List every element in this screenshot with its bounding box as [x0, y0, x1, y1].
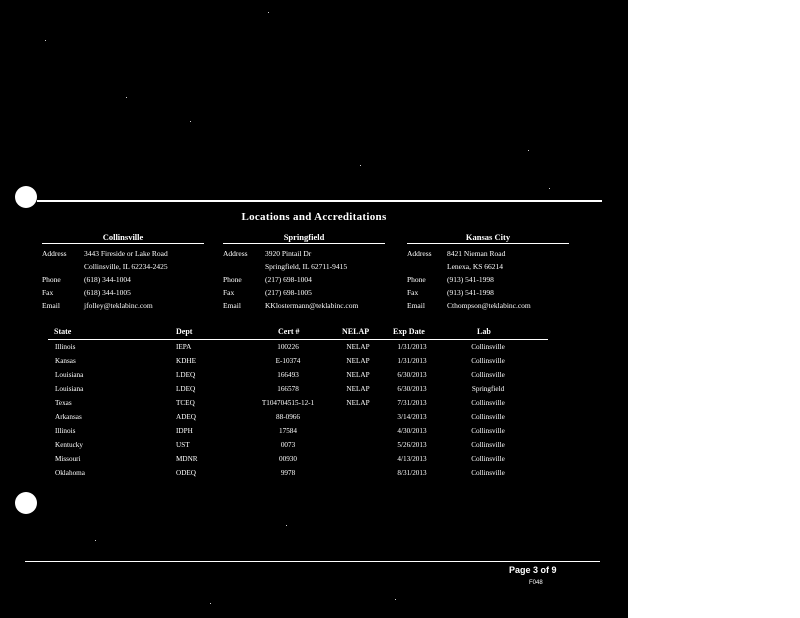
- field-label: Phone: [42, 275, 61, 284]
- scan-speck: [395, 599, 396, 600]
- location-name: Collinsville: [42, 232, 204, 244]
- cell-lab: Collinsville: [471, 399, 505, 407]
- cell-nelap: NELAP: [346, 357, 370, 365]
- table-header-rule: [48, 339, 548, 340]
- table-row: [0, 357, 628, 370]
- cell-dept: UST: [176, 441, 190, 449]
- binder-hole-bottom: [15, 492, 37, 514]
- cell-lab: Springfield: [471, 385, 505, 393]
- field-value: (217) 698-1004: [265, 275, 312, 284]
- scan-speck: [268, 12, 269, 13]
- table-row: [0, 469, 628, 482]
- cell-cert: 00930: [279, 455, 297, 463]
- cell-nelap: NELAP: [346, 371, 370, 379]
- cell-state: Kansas: [55, 357, 76, 365]
- header-state: State: [54, 327, 72, 336]
- cell-state: Arkansas: [55, 413, 82, 421]
- cell-state: Texas: [55, 399, 72, 407]
- field-value: (217) 698-1005: [265, 288, 312, 297]
- cell-cert: 88-0966: [276, 413, 300, 421]
- cell-cert: T104704515-12-1: [261, 399, 315, 407]
- cell-lab: Collinsville: [471, 469, 505, 477]
- field-label: Phone: [223, 275, 242, 284]
- cell-cert: 17584: [279, 427, 297, 435]
- cell-exp-date: 1/31/2013: [397, 357, 427, 365]
- cell-state: Kentucky: [55, 441, 83, 449]
- cell-state: Oklahoma: [55, 469, 85, 477]
- location-name: Kansas City: [407, 232, 569, 244]
- cell-exp-date: 7/31/2013: [397, 399, 427, 407]
- table-row: [0, 441, 628, 454]
- field-label: Email: [223, 301, 241, 310]
- cell-cert: 166493: [277, 371, 299, 379]
- table-row: [0, 399, 628, 412]
- cell-cert: E-10374: [275, 357, 301, 365]
- scan-speck: [190, 121, 191, 122]
- table-row: [0, 455, 628, 468]
- field-value: Springfield, IL 62711-9415: [265, 262, 348, 271]
- field-label: Fax: [42, 288, 54, 297]
- cell-nelap: NELAP: [346, 385, 370, 393]
- cell-dept: LDEQ: [176, 385, 196, 393]
- cell-dept: IDPH: [176, 427, 193, 435]
- document-stamp: F048: [529, 580, 543, 586]
- table-row: [0, 385, 628, 398]
- cell-dept: IEPA: [176, 343, 192, 351]
- field-label: Email: [407, 301, 425, 310]
- cell-cert: 166578: [277, 385, 299, 393]
- cell-cert: 100226: [277, 343, 299, 351]
- cell-dept: MDNR: [176, 455, 198, 463]
- cell-state: Missouri: [55, 455, 81, 463]
- scan-speck: [286, 525, 287, 526]
- cell-lab: Collinsville: [471, 427, 505, 435]
- cell-lab: Collinsville: [471, 441, 505, 449]
- field-value: KKlostermann@teklabinc.com: [265, 301, 359, 310]
- cell-exp-date: 8/31/2013: [397, 469, 427, 477]
- binder-hole-top: [15, 186, 37, 208]
- cell-dept: ADEQ: [176, 413, 196, 421]
- cell-state: Illinois: [55, 427, 76, 435]
- table-row: [0, 343, 628, 356]
- cell-cert: 9978: [280, 469, 296, 477]
- cell-lab: Collinsville: [471, 357, 505, 365]
- cell-lab: Collinsville: [471, 455, 505, 463]
- scan-speck: [549, 188, 550, 189]
- location-name: Springfield: [223, 232, 385, 244]
- scan-speck: [45, 40, 46, 41]
- cell-exp-date: 1/31/2013: [397, 343, 427, 351]
- header-nelap: NELAP: [342, 327, 370, 336]
- scan-speck: [126, 97, 127, 98]
- cell-exp-date: 5/26/2013: [397, 441, 427, 449]
- cell-dept: LDEQ: [176, 371, 196, 379]
- scan-speck: [210, 603, 211, 604]
- scan-speck: [95, 540, 96, 541]
- field-value: 3920 Pintail Dr: [265, 249, 312, 258]
- header-lab: Lab: [477, 327, 491, 336]
- field-value: 3443 Fireside or Lake Road: [84, 249, 168, 258]
- cell-state: Louisiana: [55, 371, 84, 379]
- cell-state: Illinois: [55, 343, 76, 351]
- field-value: Lenexa, KS 66214: [447, 262, 504, 271]
- header-exp-date: Exp Date: [393, 327, 425, 336]
- table-row: [0, 371, 628, 384]
- page-title: Locations and Accreditations: [241, 211, 387, 223]
- cell-exp-date: 3/14/2013: [397, 413, 427, 421]
- field-value: Cthompson@teklabinc.com: [447, 301, 531, 310]
- field-value: (913) 541-1998: [447, 288, 494, 297]
- cell-dept: KDHE: [176, 357, 196, 365]
- cell-lab: Collinsville: [471, 343, 505, 351]
- cell-cert: 0073: [280, 441, 296, 449]
- cell-exp-date: 4/13/2013: [397, 455, 427, 463]
- table-row: [0, 427, 628, 440]
- cell-state: Louisiana: [55, 385, 84, 393]
- cell-dept: ODEQ: [176, 469, 196, 477]
- field-label: Fax: [223, 288, 235, 297]
- cell-exp-date: 6/30/2013: [397, 371, 427, 379]
- field-value: jfolley@teklabinc.com: [84, 301, 153, 310]
- cell-dept: TCEQ: [176, 399, 195, 407]
- table-row: [0, 413, 628, 426]
- field-label: Address: [407, 249, 432, 258]
- field-value: Collinsville, IL 62234-2425: [84, 262, 168, 271]
- scan-speck: [360, 165, 361, 166]
- field-label: Phone: [407, 275, 426, 284]
- field-value: (913) 541-1998: [447, 275, 494, 284]
- header-cert: Cert #: [278, 327, 300, 336]
- field-value: (618) 344-1005: [84, 288, 131, 297]
- page-number: Page 3 of 9: [509, 565, 557, 575]
- cell-lab: Collinsville: [471, 413, 505, 421]
- cell-exp-date: 4/30/2013: [397, 427, 427, 435]
- cell-nelap: NELAP: [346, 399, 370, 407]
- header-dept: Dept: [176, 327, 193, 336]
- field-label: Address: [42, 249, 67, 258]
- field-label: Email: [42, 301, 60, 310]
- field-value: 8421 Nieman Road: [447, 249, 506, 258]
- cell-nelap: NELAP: [346, 343, 370, 351]
- field-value: (618) 344-1004: [84, 275, 131, 284]
- header-rule: [37, 200, 602, 202]
- field-label: Fax: [407, 288, 419, 297]
- cell-lab: Collinsville: [471, 371, 505, 379]
- footer-rule: [25, 561, 600, 562]
- scan-speck: [528, 150, 529, 151]
- field-label: Address: [223, 249, 248, 258]
- cell-exp-date: 6/30/2013: [397, 385, 427, 393]
